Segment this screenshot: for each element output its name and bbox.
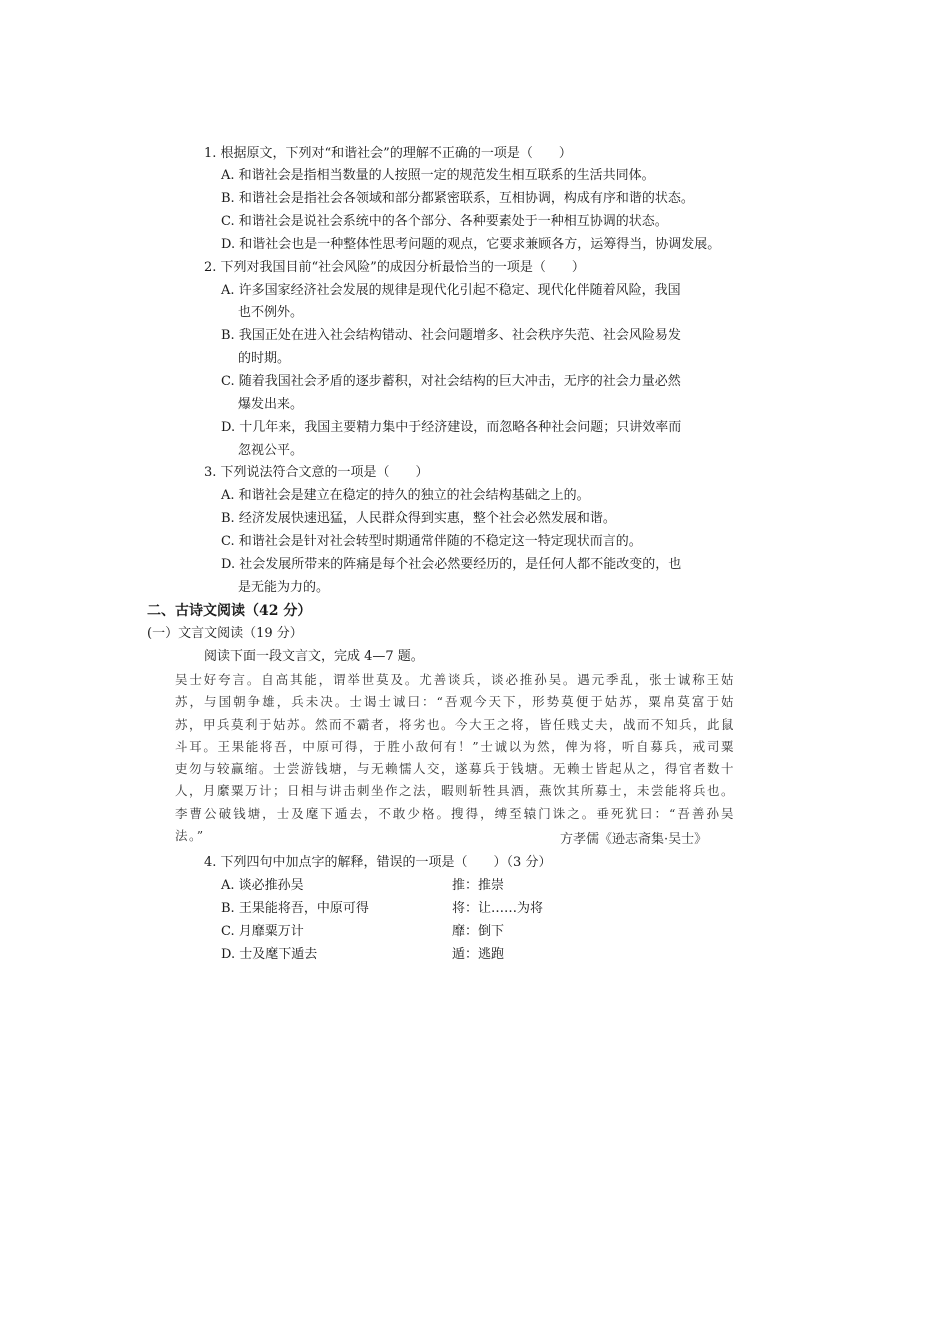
q2-option-a-line2: 也不例外。 [238,305,304,320]
q4-option-a-explanation: 推：推崇 [452,878,505,893]
q1-option-b: B. 和谐社会是指社会各领域和部分都紧密联系，互相协调，构成有序和谐的状态。 [221,191,694,206]
q3-option-d-line1: D. 社会发展所带来的阵痛是每个社会必然要经历的，是任何人都不能改变的，也 [221,557,682,572]
q1-stem: 1. 根据原文，下列对“和谐社会”的理解不正确的一项是（ ） [204,146,572,161]
q2-option-a-line1: A. 许多国家经济社会发展的规律是现代化引起不稳定、现代化伴随着风险，我国 [221,283,681,298]
q1-option-c: C. 和谐社会是说社会系统中的各个部分、各种要素处于一种相互协调的状态。 [221,214,668,229]
q2-option-c-line2: 爆发出来。 [238,397,304,412]
q3-option-a: A. 和谐社会是建立在稳定的持久的独立的社会结构基础之上的。 [221,488,590,503]
q4-option-d-explanation: 遁：逃跑 [452,947,505,962]
q2-option-b-line1: B. 我国正处在进入社会结构错动、社会问题增多、社会秩序失范、社会风险易发 [221,328,681,343]
q4-stem: 4. 下列四句中加点字的解释，错误的一项是（ ）（3 分） [204,855,552,870]
q4-option-b: B. 王果能将吾，中原可得 [221,901,369,916]
section-title: 二、古诗文阅读（42 分） [147,603,312,619]
q4-option-a: A. 谈必推孙吴 [221,878,304,893]
q4-option-c: C. 月靡粟万计 [221,924,304,939]
passage-intro: 阅读下面一段文言文，完成 4—7 题。 [204,649,424,664]
q3-option-d-line2: 是无能为力的。 [238,580,330,595]
q3-option-b: B. 经济发展快速迅猛，人民群众得到实惠，整个社会必然发展和谐。 [221,511,616,526]
q2-option-d-line1: D. 十几年来，我国主要精力集中于经济建设，而忽略各种社会问题；只讲效率而 [221,420,682,435]
q1-option-a: A. 和谐社会是指相当数量的人按照一定的规范发生相互联系的生活共同体。 [221,168,655,183]
q2-option-d-line2: 忽视公平。 [238,443,304,458]
q4-option-b-explanation: 将：让……为将 [452,901,544,916]
q1-option-d: D. 和谐社会也是一种整体性思考问题的观点，它要求兼顾各方，运筹得当，协调发展。 [221,237,721,252]
q2-option-b-line2: 的时期。 [238,351,291,366]
q4-option-c-explanation: 靡：倒下 [452,924,505,939]
q3-stem: 3. 下列说法符合文意的一项是（ ） [204,465,429,480]
classical-passage: 吴士好夸言。自高其能，谓举世莫及。尤善谈兵，谈必推孙吴。遇元季乱，张士诚称王姑苏，与国朝争雄，兵未决。士谒士诚曰：“吾观今天下，形势莫便于姑苏，粟帛莫富于姑苏，甲兵莫利于姑苏。然而不霸者，将劣也。今大王之将，皆任贱丈夫，战而不知兵，此鼠斗耳。王果能将吾，中原可得，于胜小敌何有！”士诚以为然，俾为将，听自募兵，戒司粟吏勿与较赢缩。士尝游钱塘，与无赖懦人交，遂募兵于钱塘。无赖士皆起从之，得官者数十人，月縻粟万计；日相与讲击刺坐作之法，暇则斩牲具酒，燕饮其所募士，未尝能将兵也。李曹公破钱塘，士及麾下遁去，不敢少格。搜得，缚至辕门诛之。垂死犹曰：“吾善孙吴法。” [175,672,736,844]
passage-source: 方孝儒《逊志斋集·吴士》 [560,832,708,847]
q2-stem: 2. 下列对我国目前“社会风险”的成因分析最恰当的一项是（ ） [204,260,585,275]
q4-option-d: D. 士及麾下遁去 [221,947,318,962]
q3-option-c: C. 和谐社会是针对社会转型时期通常伴随的不稳定这一特定现状而言的。 [221,534,642,549]
q2-option-c-line1: C. 随着我国社会矛盾的逐步蓄积，对社会结构的巨大冲击，无序的社会力量必然 [221,374,681,389]
subsection-title: (一）文言文阅读（19 分） [147,626,303,641]
